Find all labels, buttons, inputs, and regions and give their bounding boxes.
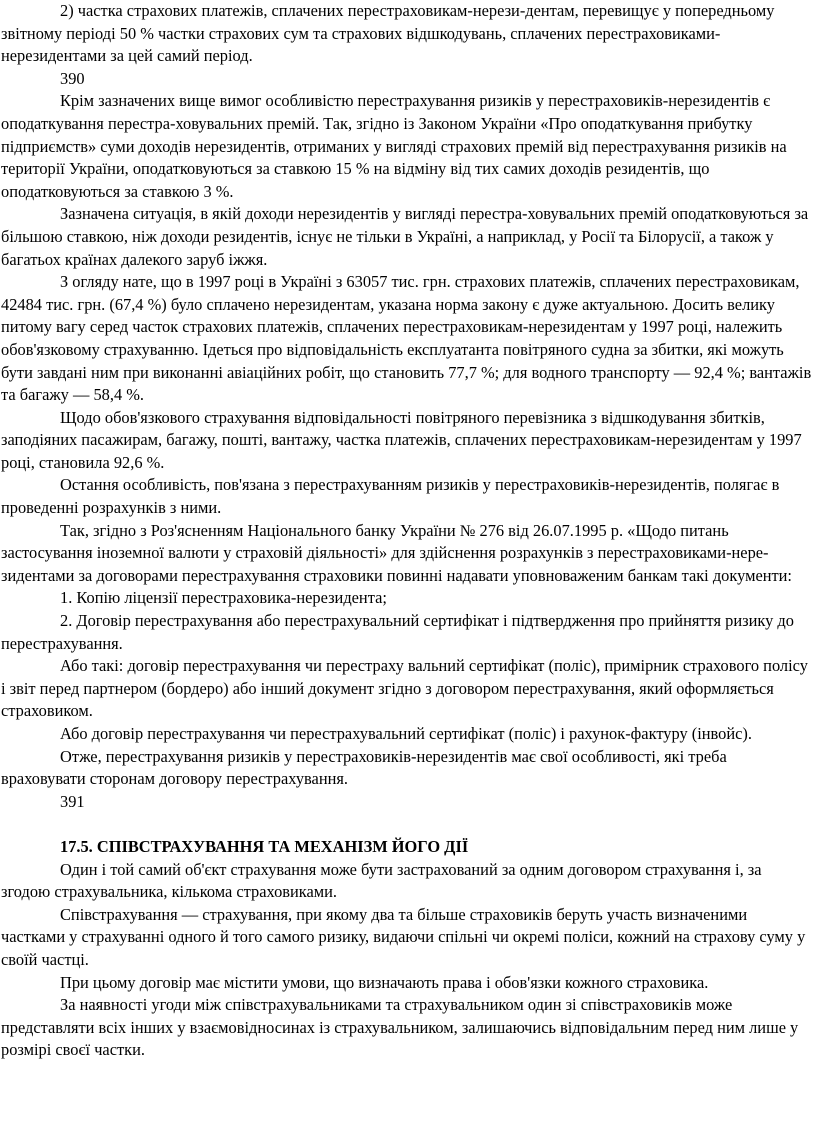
section-heading: 17.5. СПІВСТРАХУВАННЯ ТА МЕХАНІЗМ ЙОГО ДІЇ bbox=[60, 836, 469, 856]
paragraph-1997-statistics: З огляду нате, що в 1997 році в Україні з 63057 тис. грн. страхових платежів, сплачених перестраховикам, 42484 тис. грн. (67,4 %) було сплачено нерезидентам, указана норма закону є дуже актуальною. Досить велику питому вагу серед часток страхових платежів, сплачених перестраховикам-нерезидентам у 1997 році, належить обов'язковому страхуванню. Ідеться про відповідальність експлуатанта повітряного судна за збитки, які можуть бути завдані ним при виконанні авіаційних робіт, що становить 77,7 %; для водного транспорту — 92,4 %; вантажів та багажу — 58,4 %. bbox=[1, 272, 812, 405]
paragraph-nbu-clarification: Так, згідно з Роз'ясненням Національного банку України № 276 від 26.07.1995 р. «Щодо питань застосування іноземної валюти у страховій діяльності» для здійснення розрахунків з перестраховиками-нере-зидентами за договорами перестрахування страховики повинні надавати уповноваженим банкам такі документи: bbox=[1, 520, 792, 585]
paragraph-conclusion: Отже, перестрахування ризиків у перестраховиків-нерезидентів має свої особливості, які треба враховувати сторонам договору перестрахування. bbox=[1, 746, 727, 789]
section-spacer bbox=[1, 813, 812, 836]
paragraph-lead-coinsurer: За наявності угоди між співстрахувальниками та страхувальником один зі співстраховиків може представляти всіх інших у взаємовідносинах із страхувальником, залишаючись відповідальним перед ним лише у розмірі своєї частки. bbox=[1, 995, 799, 1060]
paragraph-air-carrier-liability: Щодо обов'язкового страхування відповідальності повітряного перевізника з відшкодування збитків, заподіяних пасажирам, багажу, пошті, вантажу, частка платежів, сплачених перестраховикам-нерезидентам у 1997 році, становила 92,6 %. bbox=[1, 407, 802, 472]
paragraph-coinsurance-definition: Співстрахування — страхування, при якому два та більше страховиків беруть участь визначеними частками у страхуванні одного й того самого ризику, видаючи спільні чи окремі поліси, кожний на страхову суму у своїй частці. bbox=[1, 904, 806, 969]
list-item-reinsurance-contract: 2. Договір перестрахування або перестрахувальний сертифікат і підтвердження про прийняття ризику до перестрахування. bbox=[1, 611, 794, 653]
paragraph-contract-terms: При цьому договір має містити умови, що визначають права і обов'язки кожного страховика. bbox=[60, 972, 709, 992]
paragraph-settlement-feature: Остання особливість, пов'язана з перестрахуванням ризиків у перестраховиків-нерезидентів, полягає в проведенні розрахунків з ними. bbox=[1, 475, 780, 518]
list-item-license-copy: 1. Копію ліцензії перестраховика-нерезидента; bbox=[60, 588, 387, 608]
paragraph-higher-rate-situation: Зазначена ситуація, в якій доходи нерезидентів у вигляді перестра-ховувальних премій оподатковуються за більшою ставкою, ніж доходи резидентів, існує не тільки в Україні, а наприклад, у Росії та Білорусії, а також у багатьох країнах далекого заруб іжжя. bbox=[1, 204, 809, 269]
page-number-391: 391 bbox=[60, 791, 85, 811]
paragraph-reinsurer-share-condition: 2) частка страхових платежів, сплачених перестраховикам-нерези-дентам, перевищує у попередньому звітному періоді 50 % частки страхових сум та страхових відшкодувань, сплачених перестраховиками-нерезидентами за цей самий період. bbox=[1, 1, 775, 66]
page-number-390: 390 bbox=[60, 68, 85, 88]
paragraph-alternative-documents: Або такі: договір перестрахування чи перестраху вальний сертифікат (поліс), примірник страхового полісу і звіт перед партнером (бордеро) або інший документ згідно з договором перестрахування, який оформляється страховиком. bbox=[1, 656, 808, 721]
paragraph-premium-taxation: Крім зазначених вище вимог особливістю перестрахування ризиків у перестраховиків-нерезидентів є оподаткування перестра-ховувальних премій. Так, згідно із Законом України «Про оподаткування прибутку підприємств» суми доходів нерезидентів, отриманих у вигляді страхових премій від перестрахування ризиків на території України, оподатковуються за ставкою 15 % на відміну від тих самих доходів резидентів, що оподатковуються за ставкою 3 %. bbox=[1, 91, 787, 201]
paragraph-invoice-option: Або договір перестрахування чи перестрахувальний сертифікат (поліс) і рахунок-фактуру (інвойс). bbox=[60, 724, 752, 743]
paragraph-coinsurance-intro: Один і той самий об'єкт страхування може бути застрахований за одним договором страхування і, за згодою страхувальника, кількома страховиками. bbox=[1, 859, 762, 902]
